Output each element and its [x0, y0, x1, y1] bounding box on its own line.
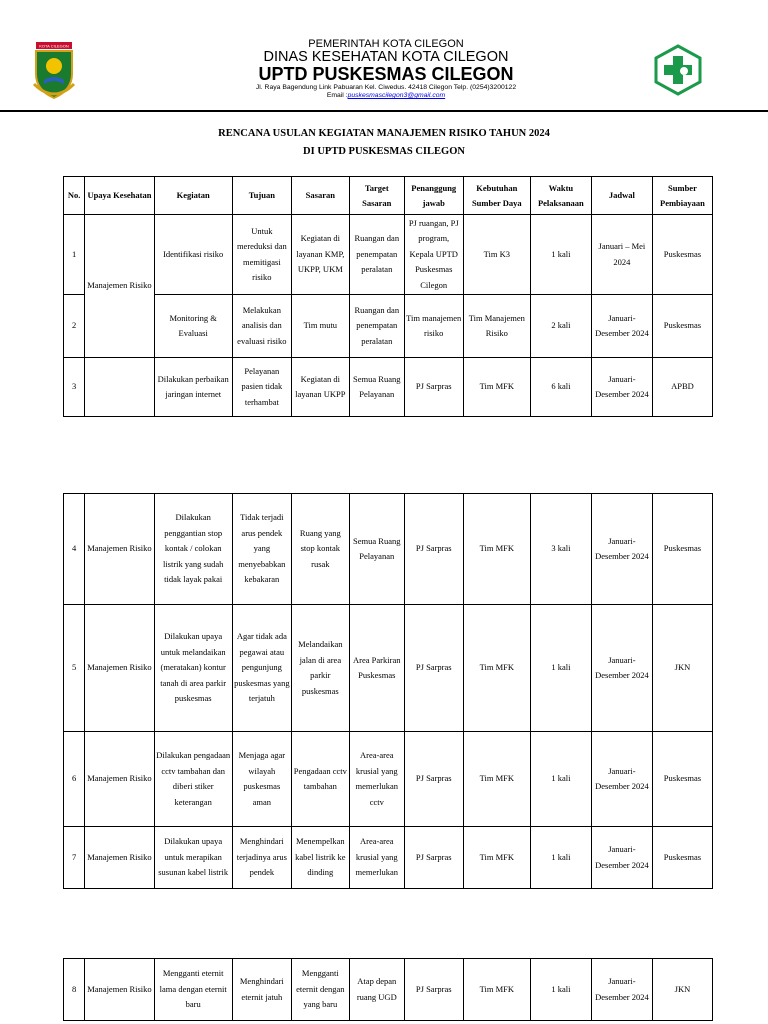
cell-kebutuhan: Tim K3: [463, 215, 530, 295]
cell-target: Area-area krusial yang memerlukan: [349, 827, 404, 889]
cell-jadwal: Januari – Mei 2024: [591, 215, 652, 295]
crest-icon: [30, 40, 78, 102]
col-header-waktu: Waktu Pelaksanaan: [530, 177, 591, 215]
cell-tujuan: Agar tidak ada pegawai atau pengunjung puskesmas yang terjatuh: [232, 605, 291, 732]
cell-waktu: 1 kali: [530, 959, 591, 1021]
table-row: [64, 959, 713, 1021]
cell-no: 1: [64, 215, 85, 295]
cell-waktu: 3 kali: [530, 494, 591, 605]
cell-upaya: Manajemen Risiko: [85, 827, 154, 889]
cell-target: Semua Ruang Pelayanan: [349, 358, 404, 417]
cell-sasaran: Pengadaan cctv tambahan: [291, 732, 349, 827]
risk-plan-table-page-3: [63, 958, 713, 1021]
table-header-row: [64, 177, 713, 215]
cell-kebutuhan: Tim MFK: [463, 732, 530, 827]
cell-upaya: Manajemen Risiko: [85, 732, 154, 827]
cell-kebutuhan: Tim MFK: [463, 605, 530, 732]
cell-target: Area-area krusial yang memerlukan cctv: [349, 732, 404, 827]
title-line-1: RENCANA USULAN KEGIATAN MANAJEMEN RISIKO TAHUN 2024: [218, 128, 550, 139]
cell-waktu: 1 kali: [530, 215, 591, 295]
header-line-3: UPTD PUSKESMAS CILEGON: [258, 64, 514, 84]
cell-waktu: 1 kali: [530, 827, 591, 889]
cell-sumber: APBD: [652, 358, 712, 417]
cell-sumber: JKN: [652, 959, 712, 1021]
cell-sasaran: Mengganti eternit dengan yang baru: [291, 959, 349, 1021]
cell-pj: Tim manajemen risiko: [404, 295, 463, 358]
cell-target: Ruangan dan penempatan peralatan: [349, 215, 404, 295]
cell-no: 4: [64, 494, 85, 605]
cell-waktu: 1 kali: [530, 605, 591, 732]
cell-sasaran: Tim mutu: [291, 295, 349, 358]
cell-kegiatan: Dilakukan upaya untuk merapikan susunan kabel listrik: [154, 827, 232, 889]
cell-sumber: Puskesmas: [652, 732, 712, 827]
table-row: [64, 827, 713, 889]
cell-no: 5: [64, 605, 85, 732]
col-header-target: Target Sasaran: [349, 177, 404, 215]
cell-kegiatan: Monitoring & Evaluasi: [154, 295, 232, 358]
cell-pj: PJ Sarpras: [404, 827, 463, 889]
cell-sasaran: Ruang yang stop kontak rusak: [291, 494, 349, 605]
cell-tujuan: Menghindari eternit jatuh: [232, 959, 291, 1021]
cell-kegiatan: Dilakukan perbaikan jaringan internet: [154, 358, 232, 417]
cell-no: 3: [64, 358, 85, 417]
puskesmas-logo-icon: [652, 44, 704, 96]
col-header-no: No.: [64, 177, 85, 215]
header-divider: [0, 110, 768, 112]
col-header-pj: Penanggung jawab: [404, 177, 463, 215]
cell-no: 8: [64, 959, 85, 1021]
cell-pj: PJ Sarpras: [404, 494, 463, 605]
cell-upaya: [85, 358, 154, 417]
col-header-kegiatan: Kegiatan: [154, 177, 232, 215]
title-line-2: DI UPTD PUSKESMAS CILEGON: [303, 146, 465, 157]
svg-text:KOTA CILEGON: KOTA CILEGON: [39, 43, 69, 49]
table-row: [64, 295, 713, 358]
table-row: [64, 732, 713, 827]
col-header-kebutuhan: Kebutuhan Sumber Daya: [463, 177, 530, 215]
cell-kebutuhan: Tim MFK: [463, 959, 530, 1021]
cell-jadwal: Januari-Desember 2024: [591, 295, 652, 358]
cell-upaya: Manajemen Risiko: [85, 959, 154, 1021]
cell-jadwal: Januari-Desember 2024: [591, 605, 652, 732]
cell-jadwal: Januari-Desember 2024: [591, 494, 652, 605]
cell-target: Semua Ruang Pelayanan: [349, 494, 404, 605]
col-header-sumber: Sumber Pembiayaan: [652, 177, 712, 215]
cell-tujuan: Tidak terjadi arus pendek yang menyebabkan kebakaran: [232, 494, 291, 605]
col-header-sasaran: Sasaran: [291, 177, 349, 215]
cell-kegiatan: Mengganti eternit lama dengan eternit baru: [154, 959, 232, 1021]
email-label: Email :: [326, 92, 348, 99]
cell-jadwal: Januari-Desember 2024: [591, 959, 652, 1021]
col-header-upaya: Upaya Kesehatan: [85, 177, 154, 215]
cell-tujuan: Menjaga agar wilayah puskesmas aman: [232, 732, 291, 827]
header-line-1: PEMERINTAH KOTA CILEGON: [308, 38, 464, 50]
cell-pj: PJ Sarpras: [404, 358, 463, 417]
letterhead: [0, 0, 768, 118]
cell-upaya-merged: Manajemen Risiko: [85, 215, 154, 358]
table-row: [64, 215, 713, 295]
table-row: [64, 605, 713, 732]
header-email-line: [200, 92, 572, 100]
header-line-2: DINAS KESEHATAN KOTA CILEGON: [263, 49, 509, 65]
risk-plan-table-page-1: [63, 176, 713, 417]
cell-kegiatan: Dilakukan upaya untuk melandaikan (meratakan) kontur tanah di area parkir puskesmas: [154, 605, 232, 732]
cell-kebutuhan: Tim MFK: [463, 494, 530, 605]
cell-pj: PJ ruangan, PJ program, Kepala UPTD Puskesmas Cilegon: [404, 215, 463, 295]
cell-pj: PJ Sarpras: [404, 732, 463, 827]
cell-pj: PJ Sarpras: [404, 959, 463, 1021]
cell-upaya: Manajemen Risiko: [85, 605, 154, 732]
cell-kebutuhan: Tim MFK: [463, 358, 530, 417]
cell-jadwal: Januari-Desember 2024: [591, 827, 652, 889]
cell-sasaran: Kegiatan di layanan KMP, UKPP, UKM: [291, 215, 349, 295]
cell-sumber: Puskesmas: [652, 215, 712, 295]
cell-tujuan: Untuk mereduksi dan memitigasi risiko: [232, 215, 291, 295]
risk-plan-table-page-2: [63, 493, 713, 889]
cell-tujuan: Menghindari terjadinya arus pendek: [232, 827, 291, 889]
cell-kegiatan: Dilakukan penggantian stop kontak / colokan listrik yang sudah tidak layak pakai: [154, 494, 232, 605]
col-header-jadwal: Jadwal: [591, 177, 652, 215]
cell-upaya: Manajemen Risiko: [85, 494, 154, 605]
cell-no: 2: [64, 295, 85, 358]
email-link[interactable]: puskesmascilegon3@gmail.com: [347, 92, 446, 99]
cell-no: 7: [64, 827, 85, 889]
col-header-tujuan: Tujuan: [232, 177, 291, 215]
cell-kebutuhan: Tim Manajemen Risiko: [463, 295, 530, 358]
cell-sumber: Puskesmas: [652, 827, 712, 889]
cell-tujuan: Pelayanan pasien tidak terhambat: [232, 358, 291, 417]
cell-sumber: Puskesmas: [652, 494, 712, 605]
cell-kegiatan: Dilakukan pengadaan cctv tambahan dan diberi stiker keterangan: [154, 732, 232, 827]
cell-pj: PJ Sarpras: [404, 605, 463, 732]
cell-sasaran: Kegiatan di layanan UKPP: [291, 358, 349, 417]
cell-target: Atap depan ruang UGD: [349, 959, 404, 1021]
cell-jadwal: Januari-Desember 2024: [591, 732, 652, 827]
cell-tujuan: Melakukan analisis dan evaluasi risiko: [232, 295, 291, 358]
header-address: Jl. Raya Bagendung Link Pabuaran Kel. Ciwedus. 42418 Cilegon Telp. (0254)3200122: [255, 84, 517, 91]
cell-no: 6: [64, 732, 85, 827]
cell-waktu: 1 kali: [530, 732, 591, 827]
table-row: [64, 358, 713, 417]
cell-target: Area Parkiran Puskesmas: [349, 605, 404, 732]
cell-waktu: 2 kali: [530, 295, 591, 358]
cell-target: Ruangan dan penempatan peralatan: [349, 295, 404, 358]
document-title: [0, 125, 768, 161]
cell-sasaran: Melandaikan jalan di area parkir puskesmas: [291, 605, 349, 732]
table-row: [64, 494, 713, 605]
cell-waktu: 6 kali: [530, 358, 591, 417]
cell-sumber: JKN: [652, 605, 712, 732]
cell-jadwal: Januari-Desember 2024: [591, 358, 652, 417]
cell-kebutuhan: Tim MFK: [463, 827, 530, 889]
cell-kegiatan: Identifikasi risiko: [154, 215, 232, 295]
cell-sumber: Puskesmas: [652, 295, 712, 358]
cell-sasaran: Menempelkan kabel listrik ke dinding: [291, 827, 349, 889]
